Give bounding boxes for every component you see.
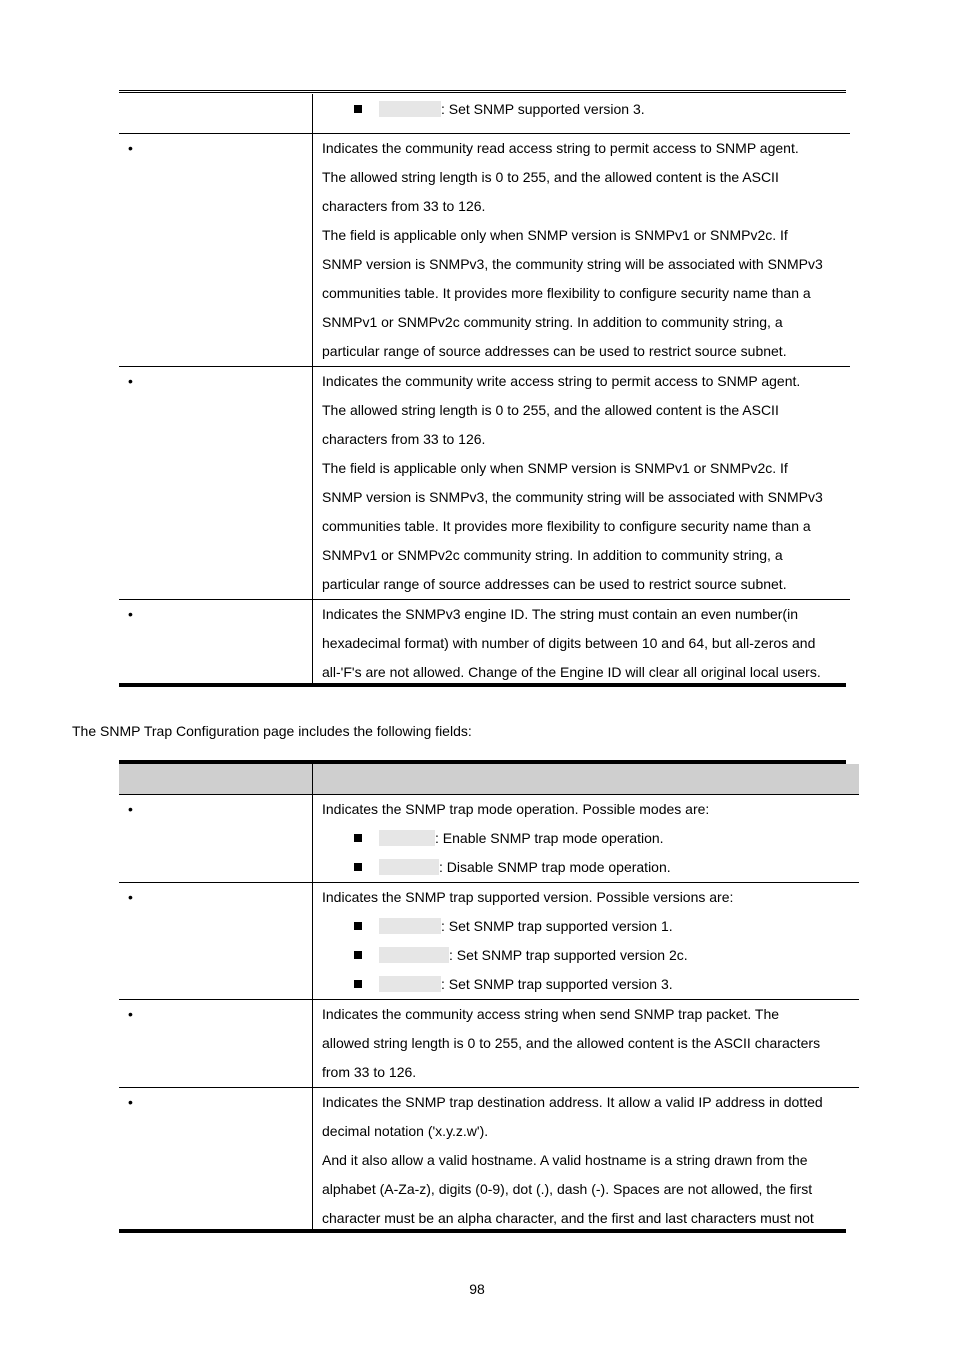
- description-line: Indicates the SNMP trap destination address. It allow a valid IP address in dotted: [322, 1094, 823, 1110]
- description-line: particular range of source addresses can be used to restrict source subnet.: [322, 576, 787, 592]
- list-item-text: : Set SNMP trap supported version 3.: [441, 976, 673, 992]
- table-cell-object: [119, 1000, 313, 1088]
- table-cell-object: [119, 600, 313, 688]
- bullet-icon: •: [128, 1006, 133, 1022]
- table2: [119, 764, 859, 1233]
- bullet-icon: •: [128, 1094, 133, 1110]
- list-item-text: : Enable SNMP trap mode operation.: [435, 830, 664, 846]
- list-item: [313, 824, 855, 853]
- description-line: The allowed string length is 0 to 255, and the allowed content is the ASCII: [322, 402, 779, 418]
- square-bullet-icon: [354, 922, 362, 930]
- table-row: [119, 883, 859, 1000]
- bullet-icon: •: [128, 606, 133, 622]
- highlight-placeholder: [379, 101, 441, 117]
- description-line: SNMPv1 or SNMPv2c community string. In addition to community string, a: [322, 547, 783, 563]
- list-item: [313, 853, 855, 882]
- table-header-row: [119, 764, 859, 795]
- description-line: allowed string length is 0 to 255, and the allowed content is the ASCII characters: [322, 1035, 821, 1051]
- intro-paragraph: The SNMP Trap Configuration page includes the following fields:: [72, 723, 472, 739]
- table-cell-object: [119, 883, 313, 1000]
- highlight-placeholder: [379, 830, 435, 846]
- table-header-description: [313, 764, 860, 795]
- bullet-icon: •: [128, 373, 133, 389]
- description-line: hexadecimal format) with number of digits between 10 and 64, but all-zeros and: [322, 635, 816, 651]
- description-line: The field is applicable only when SNMP version is SNMPv1 or SNMPv2c. If: [322, 227, 788, 243]
- bullet-icon: •: [128, 889, 133, 905]
- table-row: [119, 367, 850, 600]
- description-line: from 33 to 126.: [322, 1064, 417, 1080]
- table2-bottom-rule: [119, 1229, 846, 1233]
- table-cell-object: [119, 134, 313, 367]
- description-line: all-'F's are not allowed. Change of the Engine ID will clear all original local users.: [322, 664, 821, 680]
- table-row: [119, 94, 850, 134]
- square-bullet-icon: [354, 834, 362, 842]
- highlight-placeholder: [379, 918, 441, 934]
- description-line: communities table. It provides more flexibility to configure security name than a: [322, 518, 811, 534]
- description-line: SNMP version is SNMPv3, the community string will be associated with SNMPv3: [322, 256, 823, 272]
- table-cell-description: [313, 134, 851, 367]
- description-line: Indicates the SNMP trap mode operation. Possible modes are:: [322, 801, 710, 817]
- table-cell-description: [313, 795, 860, 883]
- highlight-placeholder: [379, 859, 439, 875]
- list-item: [313, 970, 855, 999]
- table-row: [119, 1088, 859, 1234]
- description-line: communities table. It provides more flexibility to configure security name than a: [322, 285, 811, 301]
- description-line: And it also allow a valid hostname. A valid hostname is a string drawn from the: [322, 1152, 808, 1168]
- description-line: decimal notation ('x.y.z.w').: [322, 1123, 489, 1139]
- table-row: [119, 134, 850, 367]
- list-item-text: : Set SNMP supported version 3.: [441, 101, 645, 117]
- table-cell-description: [313, 883, 860, 1000]
- table-row: [119, 1000, 859, 1088]
- table-row: [119, 795, 859, 883]
- table-cell-description: [313, 367, 851, 600]
- square-bullet-icon: [354, 980, 362, 988]
- table-cell-description: [313, 1088, 860, 1234]
- description-line: Indicates the SNMPv3 engine ID. The string must contain an even number(in: [322, 606, 798, 622]
- description-line: SNMPv1 or SNMPv2c community string. In addition to community string, a: [322, 314, 783, 330]
- description-line: character must be an alpha character, and the first and last characters must not: [322, 1210, 814, 1226]
- description-line: characters from 33 to 126.: [322, 431, 486, 447]
- description-line: Indicates the community access string when send SNMP trap packet. The: [322, 1006, 780, 1022]
- description-line: Indicates the SNMP trap supported version. Possible versions are:: [322, 889, 734, 905]
- table1-bottom-rule: [119, 683, 846, 687]
- table-cell-object: [119, 94, 313, 134]
- bullet-icon: •: [128, 801, 133, 817]
- description-line: particular range of source addresses can be used to restrict source subnet.: [322, 343, 787, 359]
- description-line: The allowed string length is 0 to 255, and the allowed content is the ASCII: [322, 169, 779, 185]
- description-line: Indicates the community read access string to permit access to SNMP agent.: [322, 140, 799, 156]
- highlight-placeholder: [379, 947, 449, 963]
- table-cell-description: [313, 600, 851, 688]
- list-item: [313, 912, 855, 941]
- description-line: characters from 33 to 126.: [322, 198, 486, 214]
- square-bullet-icon: [354, 105, 362, 113]
- list-item: [313, 941, 855, 970]
- highlight-placeholder: [379, 976, 441, 992]
- table-cell-object: [119, 367, 313, 600]
- description-line: SNMP version is SNMPv3, the community string will be associated with SNMPv3: [322, 489, 823, 505]
- table-cell-object: [119, 795, 313, 883]
- list-item-text: : Set SNMP trap supported version 2c.: [449, 947, 688, 963]
- list-item-text: : Disable SNMP trap mode operation.: [439, 859, 671, 875]
- table-cell-object: [119, 1088, 313, 1234]
- bullet-icon: •: [128, 140, 133, 156]
- table-cell-description: [313, 1000, 860, 1088]
- list-item: [313, 95, 846, 124]
- table-cell-description: [313, 94, 851, 134]
- square-bullet-icon: [354, 951, 362, 959]
- table-header-object: [119, 764, 313, 795]
- table1-top-rule: [119, 90, 846, 93]
- description-line: Indicates the community write access string to permit access to SNMP agent.: [322, 373, 801, 389]
- square-bullet-icon: [354, 863, 362, 871]
- table-row: [119, 600, 850, 688]
- description-line: alphabet (A-Za-z), digits (0-9), dot (.), dash (-). Spaces are not allowed, the first: [322, 1181, 813, 1197]
- page-number: 98: [469, 1281, 485, 1297]
- list-item-text: : Set SNMP trap supported version 1.: [441, 918, 673, 934]
- description-line: The field is applicable only when SNMP version is SNMPv1 or SNMPv2c. If: [322, 460, 788, 476]
- table1: [119, 94, 850, 687]
